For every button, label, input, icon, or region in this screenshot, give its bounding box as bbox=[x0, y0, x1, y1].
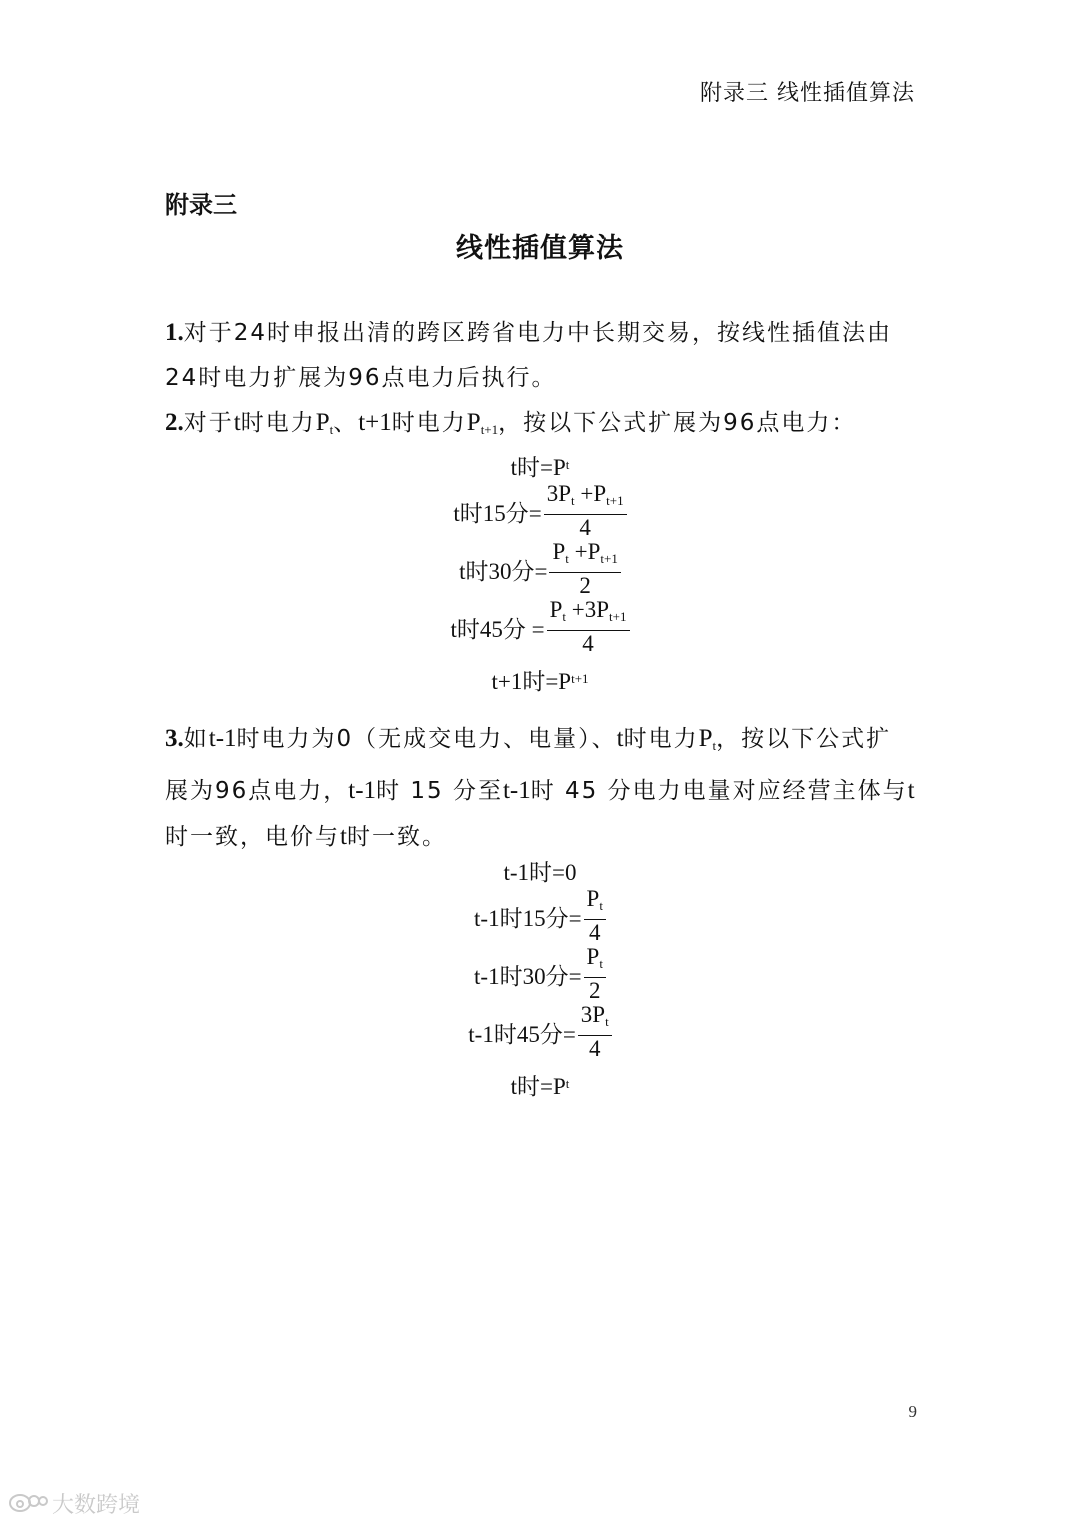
formula-lhs: t-1时15分= bbox=[474, 905, 582, 931]
var-p bbox=[699, 725, 717, 752]
var-t: t bbox=[233, 409, 241, 436]
numerator bbox=[549, 539, 620, 573]
var-t: t bbox=[616, 725, 624, 752]
numerator-term: 3P bbox=[580, 1002, 606, 1027]
formula-row bbox=[0, 662, 1080, 696]
fraction bbox=[584, 944, 606, 1004]
p-letter: P bbox=[315, 409, 330, 436]
var-t-minus-1: t-1 bbox=[502, 777, 531, 804]
formula-lhs: t时15分= bbox=[453, 500, 542, 526]
paragraph-number: 2. bbox=[165, 409, 184, 436]
text-run: 展为96点电力， bbox=[165, 778, 349, 804]
formula-row bbox=[0, 887, 1080, 945]
formula-row bbox=[0, 1067, 1080, 1101]
paragraph-text: 对于24时申报出清的跨区跨省电力中长期交易，按线性插值法由 bbox=[183, 320, 893, 346]
paragraph-number: 1. bbox=[165, 319, 184, 346]
formula-block-1 bbox=[0, 448, 1080, 696]
var-t-minus-1: t-1 bbox=[208, 725, 237, 752]
var-p bbox=[316, 409, 334, 436]
formula-lhs: t-1时30分= bbox=[474, 963, 582, 989]
p-letter: P bbox=[466, 409, 481, 436]
watermark-text: 大数跨境 bbox=[52, 1493, 141, 1518]
fraction bbox=[547, 597, 630, 657]
formula-row bbox=[0, 945, 1080, 1003]
numerator-term: P bbox=[586, 886, 600, 911]
text-run: 时一致。 bbox=[346, 824, 447, 850]
formula-row bbox=[0, 1003, 1080, 1061]
fraction bbox=[544, 481, 627, 541]
text-run: ，按以下公式扩展为96点电力： bbox=[498, 410, 857, 436]
subscript: t bbox=[565, 551, 569, 566]
formula-row bbox=[0, 598, 1080, 656]
numerator bbox=[547, 597, 630, 631]
text-run: 时电力 bbox=[391, 410, 467, 436]
paragraph-text: 24时电力扩展为96点电力后执行。 bbox=[165, 365, 557, 391]
formula-block-2 bbox=[0, 853, 1080, 1101]
numerator-term: +3P bbox=[566, 597, 610, 622]
weibo-logo-icon bbox=[8, 1489, 48, 1519]
numerator-term: 3P bbox=[546, 481, 572, 506]
subscript: t+1 bbox=[480, 422, 499, 437]
subscript: t bbox=[571, 493, 575, 508]
text-run: 时一致，电价与 bbox=[165, 824, 340, 850]
numerator bbox=[544, 481, 627, 515]
paragraph-2 bbox=[165, 400, 917, 452]
fraction bbox=[578, 1002, 612, 1062]
subscript: t bbox=[565, 1076, 570, 1091]
denominator: 4 bbox=[589, 920, 601, 945]
text-run: 时电力为0（无成交电力、电量）、 bbox=[236, 726, 617, 752]
text-run: ，按以下公式扩 bbox=[716, 726, 892, 752]
subscript: t bbox=[599, 898, 603, 913]
text-run: 时电力 bbox=[623, 726, 699, 752]
numerator-term: +P bbox=[574, 481, 607, 506]
var-t-plus-1: t+1 bbox=[358, 409, 392, 436]
formula-lhs: t时=P bbox=[510, 454, 566, 480]
paragraph-1 bbox=[165, 310, 917, 401]
formula-row bbox=[0, 482, 1080, 540]
document-title: 线性插值算法 bbox=[456, 233, 624, 264]
formula-lhs: t时45分 = bbox=[450, 616, 545, 642]
fraction bbox=[549, 539, 620, 599]
p-letter: P bbox=[698, 725, 713, 752]
numerator bbox=[578, 1002, 612, 1036]
subscript: t+1 bbox=[606, 493, 624, 508]
denominator: 4 bbox=[579, 515, 591, 540]
subscript: t+1 bbox=[600, 551, 618, 566]
var-t-minus-1: t-1 bbox=[348, 777, 377, 804]
numerator-term: P bbox=[586, 944, 600, 969]
formula-lhs: t+1时=P bbox=[491, 668, 572, 694]
subscript: t+1 bbox=[571, 671, 589, 686]
paragraph-number: 3. bbox=[165, 725, 184, 752]
denominator: 4 bbox=[582, 631, 594, 656]
denominator: 4 bbox=[589, 1036, 601, 1061]
fraction bbox=[584, 886, 606, 946]
paragraph-3 bbox=[165, 716, 917, 860]
formula-lhs: t-1时=0 bbox=[503, 859, 577, 885]
subscript: t bbox=[712, 738, 717, 753]
subscript: t bbox=[562, 609, 567, 624]
text-run: 时 45 分电力电量对应经营主体与 bbox=[530, 778, 908, 804]
formula-lhs: t-1时45分= bbox=[468, 1021, 576, 1047]
subscript: t bbox=[329, 422, 334, 437]
running-header: 附录三 线性插值算法 bbox=[700, 81, 915, 106]
text-run: 如 bbox=[183, 726, 209, 752]
denominator: 2 bbox=[579, 573, 591, 598]
text-run: 对于 bbox=[183, 410, 234, 436]
numerator bbox=[584, 886, 606, 920]
formula-row bbox=[0, 448, 1080, 482]
text-run: 、 bbox=[333, 410, 359, 436]
formula-row bbox=[0, 853, 1080, 887]
var-t: t bbox=[907, 777, 915, 804]
numerator-term: P bbox=[552, 539, 566, 564]
formula-lhs: t时30分= bbox=[459, 558, 548, 584]
formula-lhs: t时=P bbox=[510, 1073, 566, 1099]
subscript: t bbox=[599, 956, 603, 971]
page-number: 9 bbox=[908, 1402, 917, 1421]
denominator: 2 bbox=[589, 978, 601, 1003]
var-t: t bbox=[340, 823, 347, 850]
watermark bbox=[8, 1488, 140, 1519]
numerator-term: P bbox=[549, 597, 563, 622]
formula-row bbox=[0, 540, 1080, 598]
numerator-term: +P bbox=[568, 539, 601, 564]
subscript: t bbox=[565, 457, 570, 472]
subscript: t+1 bbox=[609, 609, 627, 624]
text-run: 时 15 分至 bbox=[376, 778, 503, 804]
subscript: t bbox=[605, 1014, 609, 1029]
numerator bbox=[584, 944, 606, 978]
text-run: 时电力 bbox=[240, 410, 316, 436]
var-p bbox=[467, 409, 498, 436]
appendix-label: 附录三 bbox=[165, 191, 237, 219]
